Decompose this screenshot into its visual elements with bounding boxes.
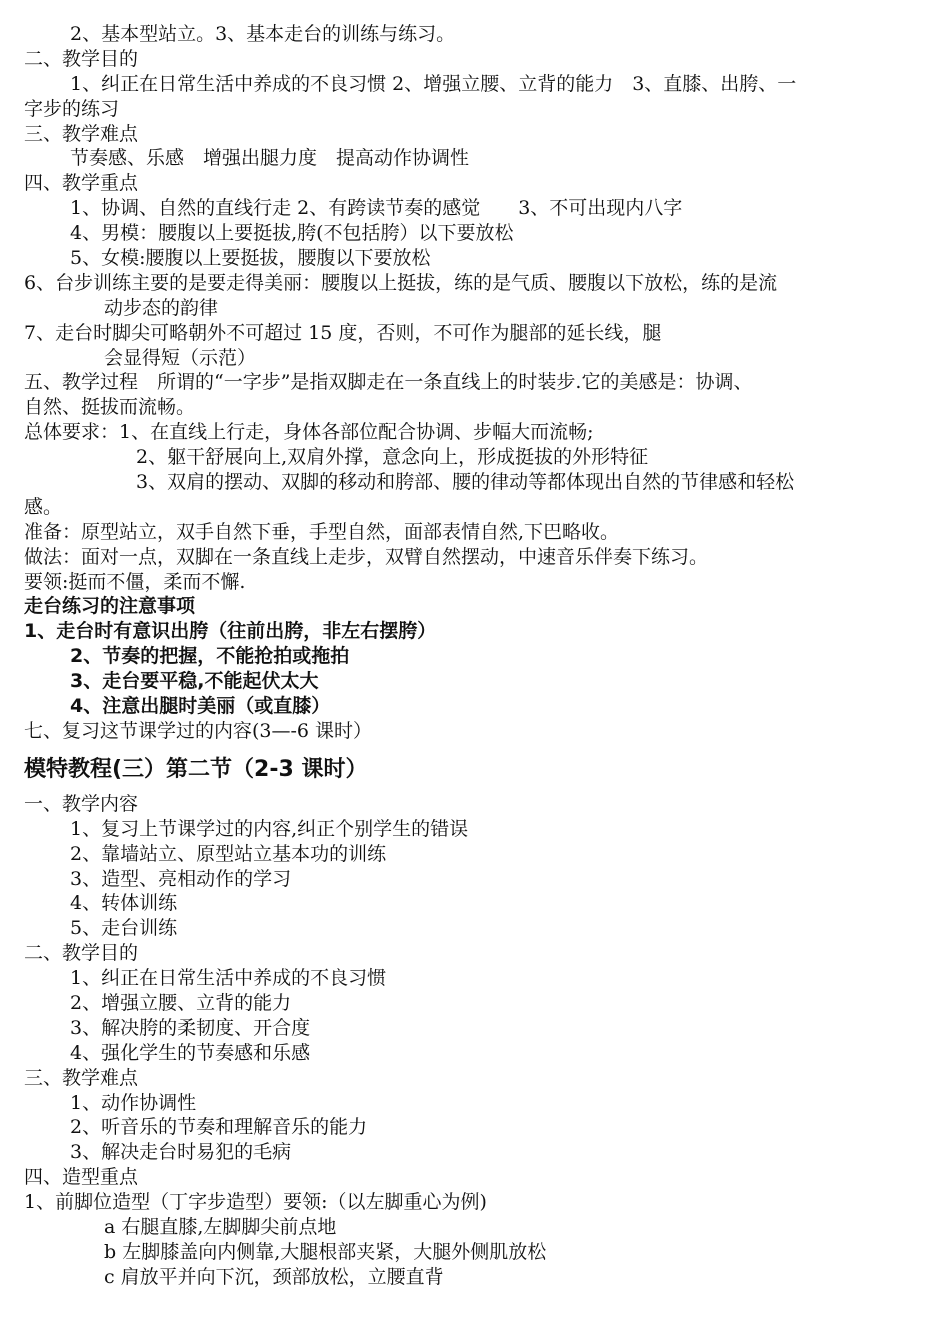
text-line: 要领:挺而不僵，柔而不懈.	[24, 570, 246, 593]
list-item: 1、动作协调性	[70, 1091, 197, 1114]
text-line: 5、女模:腰腹以上要挺拔，腰腹以下要放松	[70, 247, 431, 270]
section-heading: 一、教学内容	[24, 792, 139, 815]
text-line: 2、基本型站立。3、基本走台的训练与练习。	[70, 23, 456, 45]
section-heading: 三、教学难点	[24, 122, 139, 145]
text-line: 节奏感、乐感 增强出腿力度 提高动作协调性	[70, 147, 470, 170]
section-heading: 二、教学目的	[24, 942, 139, 965]
list-item: 4、转体训练	[70, 892, 178, 915]
section-heading: 五、教学过程 所谓的“一字步”是指双脚走在一条直线上的时装步.它的美感是：协调、	[24, 371, 753, 394]
text-line: 3、双肩的摆动、双脚的移动和胯部、腰的律动等都体现出自然的节律感和轻松	[136, 471, 795, 494]
section-heading: 三、教学难点	[24, 1066, 139, 1089]
list-item: 3、解决胯的柔韧度、开合度	[70, 1016, 311, 1039]
list-item: 5、走台训练	[70, 917, 178, 940]
text-line: 动步态的韵律	[104, 296, 219, 319]
list-item: 2、增强立腰、立背的能力	[70, 991, 292, 1014]
text-line: 1、纠正在日常生活中养成的不良习惯 2、增强立腰、立背的能力 3、直膝、出胯、一	[70, 72, 797, 95]
section-heading: 四、教学重点	[24, 172, 139, 195]
bold-heading: 走台练习的注意事项	[24, 595, 196, 618]
chapter-title: 模特教程(三）第二节（2-3 课时）	[24, 756, 368, 782]
document-page	[24, 22, 924, 1290]
list-item: 1、复习上节课学过的内容,纠正个别学生的错误	[70, 817, 469, 840]
list-item: 4、强化学生的节奏感和乐感	[70, 1041, 311, 1064]
bold-list-item: 4、注意出腿时美丽（或直膝）	[70, 695, 331, 718]
section-heading: 二、教学目的	[24, 47, 139, 70]
text-line: 自然、挺拔而流畅。	[24, 396, 196, 419]
list-item: 3、解决走台时易犯的毛病	[70, 1141, 292, 1164]
text-line: 7、走台时脚尖可略朝外不可超过 15 度，否则，不可作为腿部的延长线，腿	[24, 321, 662, 344]
sub-item: a 右腿直膝,左脚脚尖前点地	[104, 1215, 337, 1238]
sub-item: c 肩放平并向下沉，颈部放松，立腰直背	[104, 1265, 444, 1288]
list-item: 3、造型、亮相动作的学习	[70, 867, 292, 890]
list-item: 1、纠正在日常生活中养成的不良习惯	[70, 967, 387, 990]
text-line: 感。	[24, 495, 63, 518]
section-heading: 七、复习这节课学过的内容(3—-6 课时）	[24, 719, 373, 742]
bold-list-item: 2、节奏的把握，不能抢拍或拖拍	[70, 645, 350, 668]
text-line: 2、躯干舒展向上,双肩外撑，意念向上，形成挺拔的外形特征	[136, 446, 649, 469]
text-line: 准备：原型站立，双手自然下垂，手型自然，面部表情自然,下巴略收。	[24, 520, 620, 543]
text-line: 1、前脚位造型（丁字步造型）要领:（以左脚重心为例)	[24, 1191, 487, 1214]
section-heading: 四、造型重点	[24, 1166, 139, 1189]
text-line: 总体要求：1、在直线上行走，身体各部位配合协调、步幅大而流畅;	[24, 421, 594, 444]
text-line: 会显得短（示范）	[104, 346, 257, 369]
text-line: 做法：面对一点，双脚在一条直线上走步，双臂自然摆动，中速音乐伴奏下练习。	[24, 545, 709, 568]
text-line: 6、台步训练主要的是要走得美丽：腰腹以上挺拔，练的是气质、腰腹以下放松，练的是流	[24, 271, 778, 294]
list-item: 2、靠墙站立、原型站立基本功的训练	[70, 842, 387, 865]
text-line: 字步的练习	[24, 97, 120, 120]
bold-list-item: 1、走台时有意识出胯（往前出胯，非左右摆胯）	[24, 620, 437, 643]
bold-list-item: 3、走台要平稳,不能起伏太大	[70, 670, 319, 693]
list-item: 2、听音乐的节奏和理解音乐的能力	[70, 1116, 368, 1139]
sub-item: b 左脚膝盖向内侧靠,大腿根部夹紧，大腿外侧肌放松	[104, 1240, 547, 1263]
text-line: 1、协调、自然的直线行走 2、有跨读节奏的感觉 3、不可出现内八字	[70, 197, 683, 220]
text-line: 4、男模：腰腹以上要挺拔,胯(不包括胯）以下要放松	[70, 222, 514, 245]
